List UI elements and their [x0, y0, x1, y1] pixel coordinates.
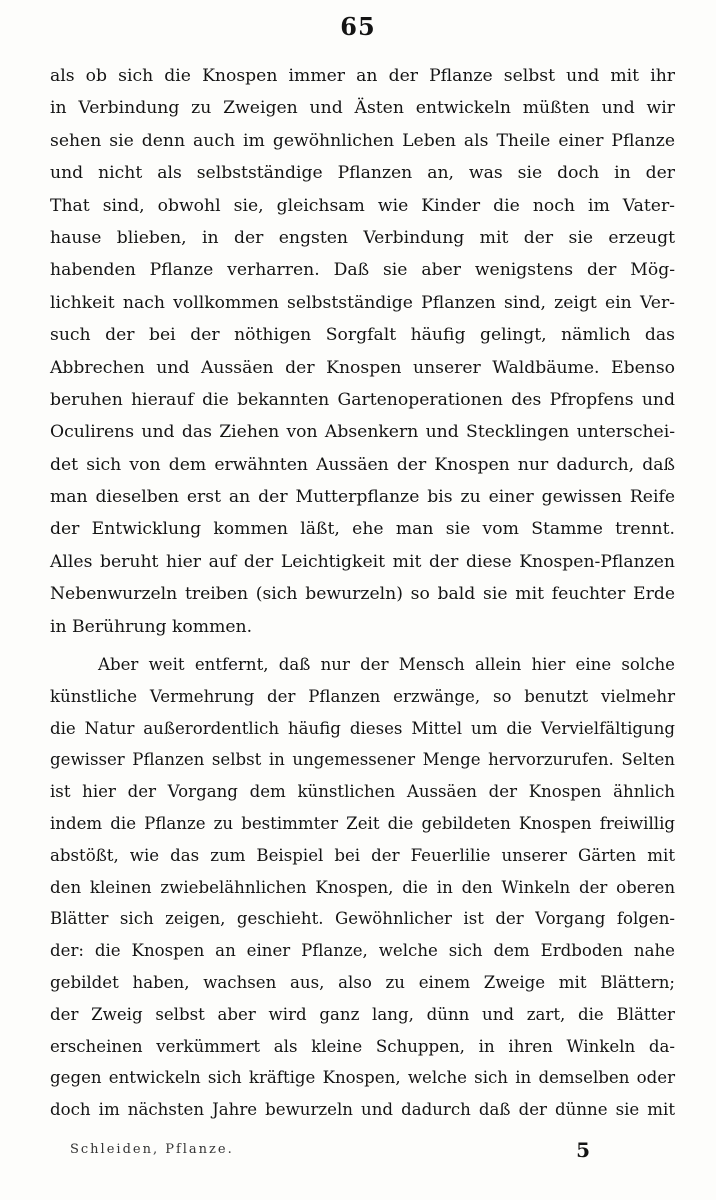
text-line: die Natur außerordentlich häufig dieses Mittel um die Vervielfältigung: [50, 718, 675, 738]
page-footer: [70, 1138, 590, 1168]
text-line: det sich von dem erwähnten Aussäen der Knospen nur dadurch, daß: [50, 454, 675, 475]
text-line: such der bei der nöthigen Sorgfalt häufig gelingt, nämlich das: [50, 325, 675, 346]
text-line: habenden Pflanze verharren. Daß sie aber wenigstens der Mög-: [50, 260, 675, 281]
text-line: den kleinen zwiebelähnlichen Knospen, die in den Winkeln der oberen: [50, 877, 675, 897]
text-line: in Verbindung zu Zweigen und Ästen entwickeln müßten und wir: [50, 98, 675, 119]
running-footer: Schleiden, Pflanze.: [70, 1142, 234, 1157]
text-line: Aber weit entfernt, daß nur der Mensch allein hier eine solche: [98, 655, 675, 675]
text-line: gebildet haben, wachsen aus, also zu einem Zweige mit Blättern;: [50, 973, 675, 992]
text-line: der Zweig selbst aber wird ganz lang, dünn und zart, die Blätter: [50, 1004, 675, 1024]
signature-mark: 5: [576, 1138, 590, 1162]
body-text: [50, 60, 675, 1126]
text-line: doch im nächsten Jahre bewurzeln und dadurch daß der dünne sie mit: [50, 1100, 675, 1120]
text-line: Alles beruht hier auf der Leichtigkeit mit der diese Knospen-Pflanzen: [50, 551, 675, 572]
page-number: 65: [340, 12, 376, 41]
text-line: Nebenwurzeln treiben (sich bewurzeln) so bald sie mit feuchter Erde: [50, 584, 675, 605]
text-line: der Entwicklung kommen läßt, ehe man sie vom Stamme trennt.: [50, 519, 675, 540]
text-line: hause blieben, in der engsten Verbindung mit der sie erzeugt: [50, 227, 675, 248]
text-line: als ob sich die Knospen immer an der Pflanze selbst und mit ihr: [50, 66, 675, 86]
text-line: gegen entwickeln sich kräftige Knospen, welche sich in demselben oder: [50, 1068, 675, 1088]
text-line: Abbrechen und Aussäen der Knospen unserer Waldbäume. Ebenso: [50, 357, 675, 378]
text-line: lichkeit nach vollkommen selbstständige Pflanzen sind, zeigt ein Ver-: [50, 292, 675, 313]
text-line: in Berührung kommen.: [50, 616, 253, 637]
text-line: abstößt, wie das zum Beispiel bei der Feuerlilie unserer Gärten mit: [50, 845, 675, 865]
text-line: und nicht als selbstständige Pflanzen an, was sie doch in der: [50, 163, 675, 184]
text-line: erscheinen verkümmert als kleine Schuppen, in ihren Winkeln da-: [50, 1036, 675, 1056]
text-line: ist hier der Vorgang dem künstlichen Aussäen der Knospen ähnlich: [50, 782, 675, 802]
text-line: künstliche Vermehrung der Pflanzen erzwänge, so benutzt vielmehr: [50, 686, 675, 706]
text-line: man dieselben erst an der Mutterpflanze bis zu einer gewissen Reife: [50, 487, 675, 508]
text-line: sehen sie denn auch im gewöhnlichen Leben als Theile einer Pflanze: [50, 130, 675, 151]
text-line: indem die Pflanze zu bestimmter Zeit die gebildeten Knospen freiwillig: [50, 814, 675, 834]
paragraph: [50, 649, 675, 1126]
text-line: Oculirens und das Ziehen von Absenkern und Stecklingen unterschei-: [50, 422, 675, 443]
text-line: That sind, obwohl sie, gleichsam wie Kinder die noch im Vater-: [50, 195, 675, 216]
text-line: beruhen hierauf die bekannten Gartenoperationen des Pfropfens und: [50, 389, 675, 410]
text-line: Blätter sich zeigen, geschieht. Gewöhnlicher ist der Vorgang folgen-: [50, 909, 675, 929]
paragraph: [50, 60, 675, 643]
text-line: gewisser Pflanzen selbst in ungemessener Menge hervorzurufen. Selten: [50, 750, 675, 770]
text-line: der: die Knospen an einer Pflanze, welche sich dem Erdboden nahe: [50, 941, 675, 961]
